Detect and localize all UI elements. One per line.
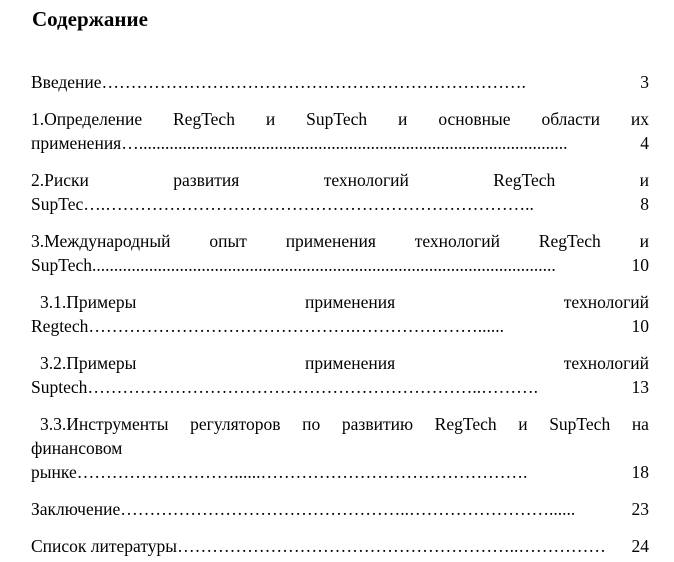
toc-entry-line: [31, 107, 649, 131]
toc-entry-text: Введение: [31, 72, 102, 92]
toc-word: технологий: [414, 231, 500, 251]
toc-leader-dots: ..................................................................................................: [138, 133, 568, 153]
toc-word: и: [639, 231, 649, 251]
toc-page-number: 8: [640, 194, 649, 214]
toc-page-number: 3: [640, 72, 649, 92]
toc-entry-line: [31, 131, 649, 155]
toc-word: и: [518, 414, 528, 434]
toc-word: развития: [173, 170, 240, 190]
toc-entry-line: [31, 253, 649, 277]
toc-word: RegTech: [434, 414, 497, 434]
toc-word: 1.Определение: [31, 109, 143, 129]
toc-entry-text: Список литературы: [31, 536, 178, 556]
toc-entry-conclusion[interactable]: [31, 497, 649, 521]
toc-word: технологий: [563, 292, 649, 312]
toc-entry-line: [31, 460, 649, 484]
toc-word: применения: [285, 231, 376, 251]
toc-word: на: [631, 414, 649, 434]
toc-page-number: 23: [631, 499, 649, 519]
toc-entry-introduction[interactable]: [31, 70, 649, 94]
toc-entry-text: SupTech: [31, 255, 92, 275]
toc-word: и: [265, 109, 276, 129]
toc-word: SupTech: [306, 109, 368, 129]
toc-entry-line: [31, 534, 649, 558]
toc-word: применения: [304, 292, 396, 312]
toc-entry-section-3-1[interactable]: [31, 290, 649, 338]
toc-entry-section-3-2[interactable]: [31, 351, 649, 399]
toc-word: технологий: [323, 170, 409, 190]
toc-entry-section-2[interactable]: [31, 168, 649, 216]
toc-entry-line: [31, 314, 649, 338]
toc-leader-dots: …………………………………………………………..……….: [87, 377, 539, 397]
toc-entry-line: [31, 192, 649, 216]
toc-word: 2.Риски: [31, 170, 89, 190]
toc-entry-text: применения…: [31, 133, 139, 153]
toc-leader-dots: ..........................................................................................................: [92, 255, 556, 275]
toc-word: 3.Международный: [31, 231, 171, 251]
toc-title: Содержание: [32, 7, 148, 31]
toc-word: опыт: [209, 231, 247, 251]
toc-page-number: 10: [631, 316, 649, 336]
toc-word: по: [302, 414, 321, 434]
toc-entry-line: [31, 497, 649, 521]
toc-entry-line: [31, 168, 649, 192]
toc-entry-line: [31, 351, 649, 375]
toc-page-number: 4: [640, 133, 649, 153]
toc-page-number: 10: [631, 255, 649, 275]
toc-entry-text: Regtech: [31, 316, 89, 336]
toc-word: регуляторов: [190, 414, 281, 434]
toc-entry-section-3[interactable]: [31, 229, 649, 277]
toc-entry-section-3-3[interactable]: [31, 412, 649, 484]
toc-word: RegTech: [538, 231, 601, 251]
toc-leader-dots: …………………………………………………..……………: [177, 536, 606, 556]
toc-word: SupTech: [549, 414, 611, 434]
toc-word: и: [639, 170, 649, 190]
toc-leader-dots: ……………………………………………………………….: [101, 72, 526, 92]
toc-page-number: 24: [631, 536, 649, 556]
toc-leader-dots: ……………………………………….…………………......: [88, 316, 504, 336]
toc-leader-dots: ………………………………………………………………..: [105, 194, 534, 214]
toc-entry-line: [31, 70, 649, 94]
toc-word: их: [630, 109, 649, 129]
toc-entry-text: рынке: [31, 462, 77, 482]
toc-word: 3.1.Примеры: [40, 292, 137, 312]
toc-entry-text: Suptech: [31, 377, 88, 397]
toc-word: технологий: [563, 353, 649, 373]
toc-word: основные: [438, 109, 511, 129]
toc-entry-line: [31, 290, 649, 314]
toc-word: применения: [304, 353, 396, 373]
toc-entry-line: [31, 375, 649, 399]
toc-word: и: [398, 109, 408, 129]
toc-entry-text: Заключение: [31, 499, 121, 519]
toc-word: 3.2.Примеры: [40, 353, 137, 373]
toc-leader-dots: …………………………………………..……………………......: [120, 499, 576, 519]
toc-page-number: 13: [631, 377, 649, 397]
toc-word: RegTech: [493, 170, 556, 190]
toc-entry-text: финансовом: [31, 438, 123, 458]
toc-entry-line: [31, 412, 649, 436]
toc-entry-references[interactable]: [31, 534, 649, 558]
toc-word: области: [541, 109, 600, 129]
toc-entry-section-1[interactable]: [31, 107, 649, 155]
toc-leader-dots: ………………………......……………………………………….: [76, 462, 528, 482]
toc-word: 3.3.Инструменты: [40, 414, 169, 434]
toc-entry-line: [31, 229, 649, 253]
toc-entry-text: SupTec….: [31, 194, 106, 214]
toc-page-number: 18: [631, 462, 649, 482]
toc-word: развитию: [341, 414, 414, 434]
toc-word: RegTech: [173, 109, 235, 129]
